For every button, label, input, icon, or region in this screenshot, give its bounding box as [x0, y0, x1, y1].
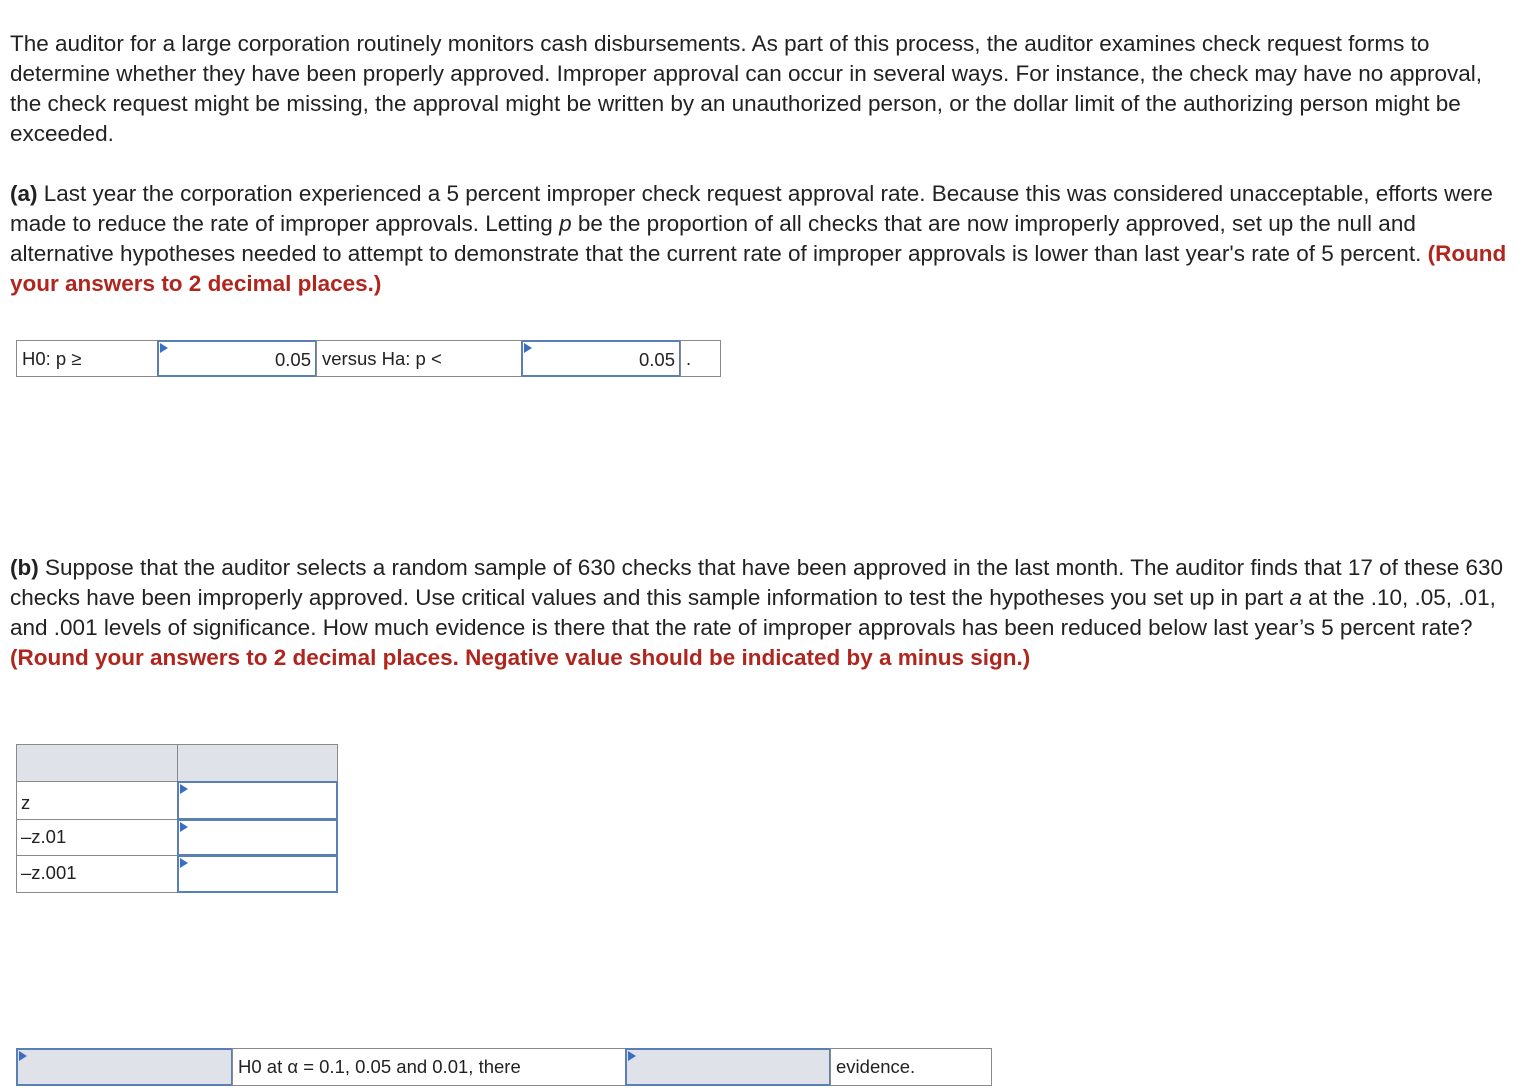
input-marker-icon — [180, 784, 188, 794]
part-b-instruction: (Round your answers to 2 decimal places. Negative value should be indicated by a minus sign.) — [10, 645, 1031, 670]
part-a-paragraph — [10, 179, 1516, 299]
input-marker-icon — [160, 343, 168, 353]
table-row-label: –z.001 — [16, 855, 178, 893]
period-cell: . — [680, 340, 721, 377]
z01-input[interactable] — [177, 819, 338, 856]
table-row-label: z — [16, 781, 178, 820]
input-marker-icon — [180, 822, 188, 832]
ha-value-input[interactable] — [521, 340, 681, 377]
part-b-label: (b) — [10, 555, 39, 580]
intro-paragraph: The auditor for a large corporation routinely monitors cash disbursements. As part of this process, the auditor examines check request forms to determine whether they have been properly approved. Improper approval can occur in several ways. For instance, the check may have no approval, the check request might be missing, the approval might be written by an unauthorized person, or the dollar limit of the authorizing person might be exceeded. — [10, 31, 1483, 146]
conclusion-end-text: evidence. — [830, 1048, 992, 1086]
part-a-instruction: (Round your answers to 2 decimal places.) — [10, 241, 1507, 296]
table-header-cell — [16, 744, 178, 782]
input-marker-icon — [180, 858, 188, 868]
table-row-label: –z.01 — [16, 819, 178, 856]
part-a-label: (a) — [10, 181, 38, 206]
z001-input[interactable] — [177, 855, 338, 893]
conclusion-dropdown-2[interactable] — [625, 1048, 831, 1086]
part-b-paragraph — [10, 553, 1516, 673]
part-b-var-a: a — [1289, 585, 1302, 610]
conclusion-dropdown-1[interactable] — [16, 1048, 233, 1086]
ha-value: 0.05 — [638, 349, 675, 370]
part-a-text-1: Last year the corporation experienced a 5 percent improper check request approval rate. Because this was considered unacceptable, efforts were made to reduce the rate of improper approvals. Letting — [10, 181, 1493, 236]
input-marker-icon — [628, 1051, 636, 1061]
part-b-text-2: at the .10, .05, .01, and .001 levels of significance. How much evidence is there that the rate of improper approvals has been reduced below last year’s 5 percent rate? — [10, 585, 1496, 640]
part-b-text-1: Suppose that the auditor selects a random sample of 630 checks that have been approved in the last month. The auditor finds that 17 of these 630 checks have been improperly approved. Use critical values and this sample information to test the hypotheses you set up in part — [10, 555, 1504, 610]
input-marker-icon — [524, 343, 532, 353]
part-a-text-2: be the proportion of all checks that are now improperly approved, set up the null and alternative hypotheses needed to attempt to demonstrate that the current rate of improper approvals is lower than last year's rate of 5 percent. — [10, 211, 1428, 266]
input-marker-icon — [19, 1051, 27, 1061]
h0-value: 0.05 — [274, 349, 311, 370]
part-a-var-p: p — [559, 211, 572, 236]
table-header-cell — [177, 744, 338, 782]
h0-value-input[interactable] — [157, 340, 317, 377]
critical-values-table — [16, 744, 338, 894]
conclusion-middle-text: H0 at α = 0.1, 0.05 and 0.01, there — [232, 1048, 626, 1086]
h0-label: H0: p ≥ — [16, 340, 158, 377]
versus-label: versus Ha: p < — [316, 340, 522, 377]
z-input[interactable] — [177, 781, 338, 820]
